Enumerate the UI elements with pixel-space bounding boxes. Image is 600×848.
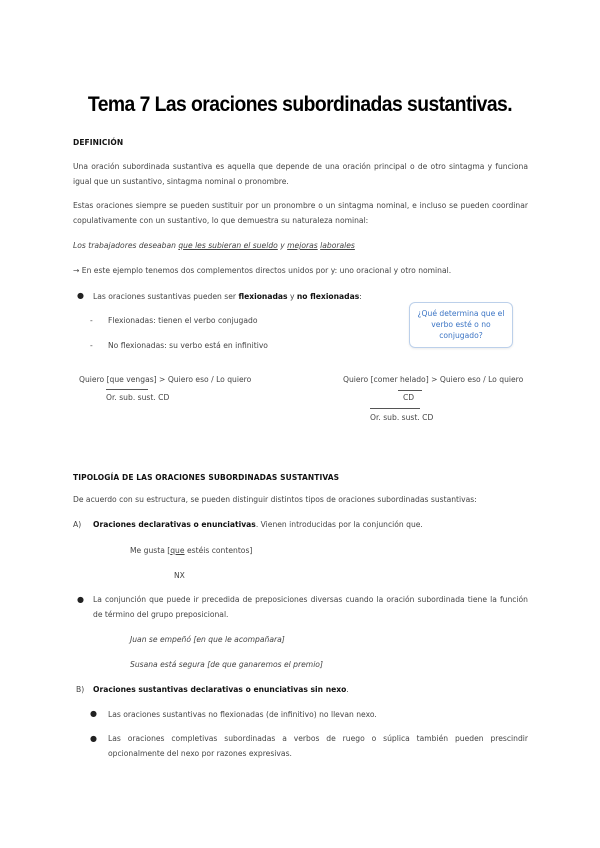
definicion-bullet: Las oraciones sustantivas pueden ser flexionadas y no flexionadas:: [93, 292, 362, 301]
example-right-cd: CD: [403, 393, 415, 402]
example-left: Quiero [que vengas] > Quiero eso / Lo quiero: [79, 375, 252, 384]
section-b-marker: B): [76, 685, 85, 694]
section-a-title: Oraciones declarativas o enunciativas. Vienen introducidas por la conjunción que.: [93, 520, 423, 529]
dash-marker: -: [90, 341, 93, 350]
example-subordinate: que les subieran el sueldo: [178, 241, 278, 250]
definicion-paragraph-1: Una oración subordinada sustantiva es aquella que depende de una oración principal o de otro sintagma y funciona igual que un sustantivo, sintagma nominal o pronombre.: [73, 162, 528, 186]
example-right: Quiero [comer helado] > Quiero eso / Lo quiero: [343, 375, 524, 384]
definicion-paragraph-2: Estas oraciones siempre se pueden sustituir por un pronombre o un sintagma nominal, e incluso se pueden coordinar copulativamente con un sustantivo, lo que demuestra su naturaleza nominal:: [73, 201, 528, 225]
page-title: Tema 7 Las oraciones subordinadas sustantivas.: [87, 93, 513, 116]
section-a-example: Me gusta [que estéis contentos]: [130, 546, 253, 555]
callout-box: ¿Qué determina que el verbo esté o no conjugado?: [409, 302, 513, 348]
sub-item-flexionadas: Flexionadas: tienen el verbo conjugado: [108, 316, 258, 325]
underline-divider: [370, 408, 420, 409]
example-text: Los trabajadores deseaban: [73, 241, 179, 250]
section-b-bullet-1: Las oraciones sustantivas no flexionadas (de infinitivo) no llevan nexo.: [108, 710, 377, 719]
definicion-example: [73, 241, 355, 250]
bullet-icon: ●: [90, 709, 97, 718]
underline-divider: [106, 389, 148, 390]
underline-divider: [398, 390, 422, 391]
section-a-bullet: La conjunción que puede ir precedida de preposiciones diversas cuando la oración subordinada tiene la función de término del grupo preposicional.: [93, 595, 528, 619]
example-left-label: Or. sub. sust. CD: [106, 393, 170, 402]
bullet-icon: ●: [77, 595, 84, 604]
section-b-title: Oraciones sustantivas declarativas o enunciativas sin nexo.: [93, 685, 349, 694]
dash-marker: -: [90, 316, 93, 325]
definicion-heading: DEFINICIÓN: [73, 138, 124, 147]
example-adj: laborales: [320, 241, 355, 250]
section-a-example-2: Juan se empeñó [en que le acompañara]: [130, 635, 285, 644]
section-a-example-3: Susana está segura [de que ganaremos el premio]: [130, 660, 323, 669]
sub-item-no-flexionadas: No flexionadas: su verbo está en infinitivo: [108, 341, 268, 350]
bullet-icon: ●: [90, 734, 97, 743]
definicion-note: → En este ejemplo tenemos dos complementos directos unidos por y: uno oracional y otro nominal.: [73, 266, 452, 275]
section-b-bullet-2: Las oraciones completivas subordinadas a verbos de ruego o súplica también pueden prescindir opcionalmente del nexo por razones expresivas.: [108, 734, 528, 758]
bullet-icon: ●: [77, 291, 84, 300]
example-noun: mejoras: [287, 241, 318, 250]
example-conj: y: [277, 241, 288, 250]
section-a-marker: A): [73, 520, 82, 529]
section-a-nx-label: NX: [174, 571, 185, 580]
tipologia-heading: TIPOLOGÍA DE LAS ORACIONES SUBORDINADAS SUSTANTIVAS: [73, 473, 340, 482]
tipologia-intro: De acuerdo con su estructura, se pueden distinguir distintos tipos de oraciones subordinadas sustantivas:: [73, 495, 477, 504]
example-right-label: Or. sub. sust. CD: [370, 413, 434, 422]
